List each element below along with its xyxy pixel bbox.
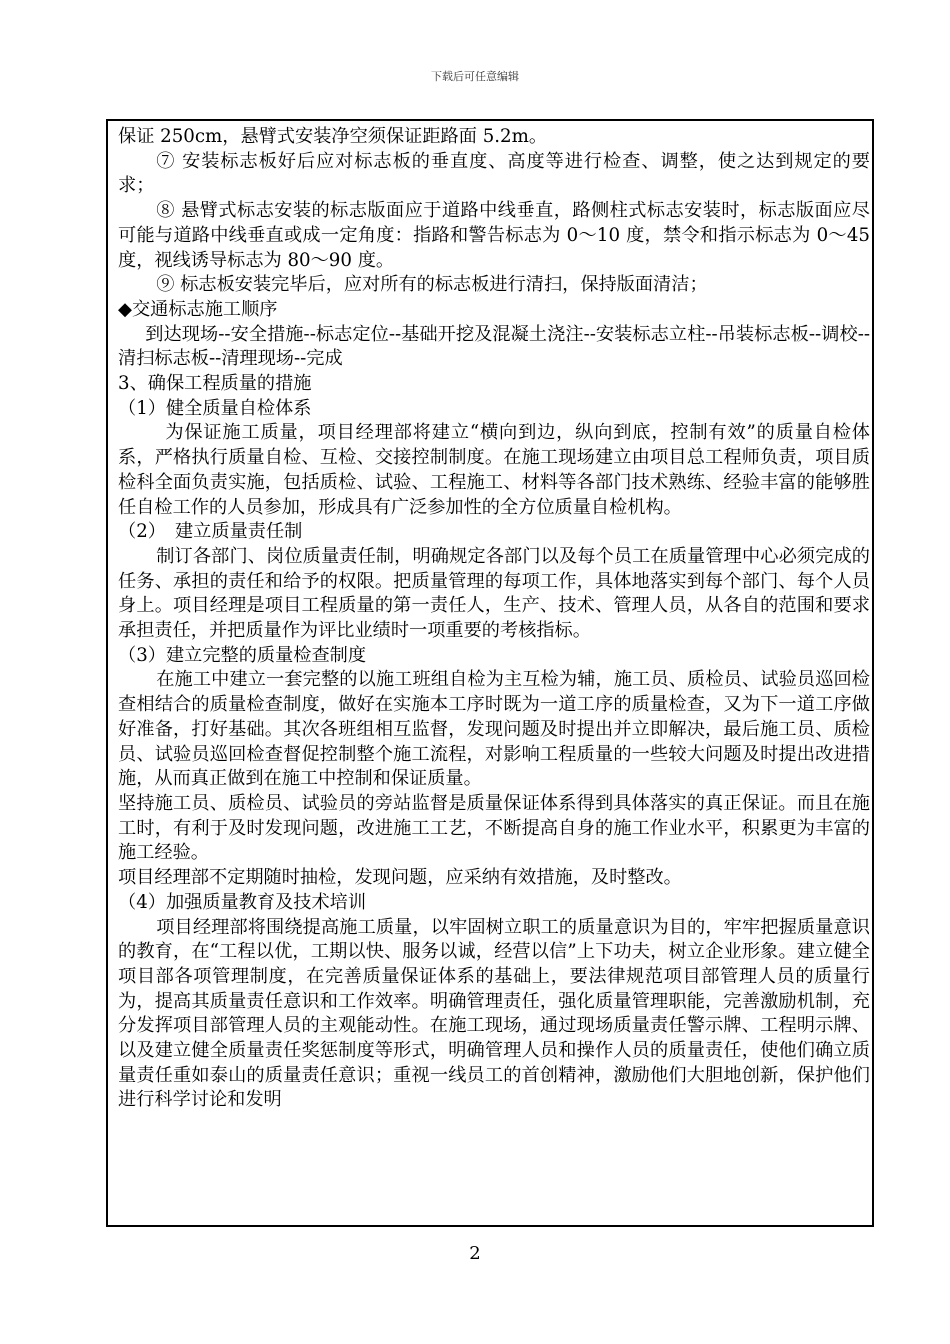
- paragraph: 制订各部门、岗位质量责任制，明确规定各部门以及每个员工在质量管理中心必须完成的任务、承担的责任和给予的权限。把质量管理的每项工作，具体地落实到每个部门、每个人员身上。项目经理是项目工程质量的第一责任人，生产、技术、管理人员，从各自的范围和要求承担责任，并把质量作为评比业绩时一项重要的考核指标。: [118, 545, 870, 642]
- paragraph: 保证 250cm，悬臂式安装净空须保证距路面 5.2m。: [118, 126, 548, 147]
- subsection-heading: （2） 建立质量责任制: [118, 521, 303, 543]
- paragraph: ⑦ 安装标志板好后应对标志板的垂直度、高度等进行检查、调整，使之达到规定的要求；: [118, 150, 870, 197]
- paragraph: 项目经理部将围绕提高施工质量，以牢固树立职工的质量意识为目的，牢牢把握质量意识的教育，在“工程以优，工期以快、服务以诚，经营以信”上下功夫，树立企业形象。建立健全项目部各项管理制度，在完善质量保证体系的基础上，要法律规范项目部管理人员的质量行为，提高其质量责任意识和工作效率。明确管理责任，强化质量管理职能，完善激励机制，充分发挥项目部管理人员的主观能动性。在施工现场，通过现场质量责任警示牌、工程明示牌、以及建立健全质量责任奖惩制度等形式，明确管理人员和操作人员的质量责任，使他们确立质量责任重如泰山的质量责任意识；重视一线员工的首创精神，激励他们大胆地创新，保护他们进行科学讨论和发明: [118, 916, 870, 1111]
- paragraph: 在施工中建立一套完整的以施工班组自检为主互检为辅，施工员、质检员、试验员巡回检查相结合的质量检查制度，做好在实施本工序时既为一道工序的质量检查，又为下一道工序做好准备，打好基础。其次各班组相互监督，发现问题及时提出并立即解决，最后施工员、质检员、试验员巡回检查督促控制整个施工流程，对影响工程质量的一些较大问题及时提出改进措施，从而真正做到在施工中控制和保证质量。: [118, 669, 870, 790]
- document-body: [118, 125, 870, 1113]
- section-heading: 3、确保工程质量的措施: [118, 373, 312, 395]
- content-frame: [106, 119, 874, 1227]
- page-header: 下载后可任意编辑: [431, 70, 519, 83]
- paragraph: 到达现场--安全措施--标志定位--基础开挖及混凝土浇注--安装标志立柱--吊装标志板--调校--清扫标志板--清理现场--完成: [118, 323, 870, 370]
- subsection-heading: （3）建立完整的质量检查制度: [118, 644, 367, 666]
- paragraph: 项目经理部不定期随时抽检，发现问题，应采纳有效措施，及时整改。: [118, 867, 682, 889]
- subsection-heading: （1）健全质量自检体系: [118, 397, 312, 419]
- paragraph: ⑧ 悬臂式标志安装的标志版面应于道路中线垂直，路侧柱式标志安装时，标志版面应尽可能与道路中线垂直或成一定角度：指路和警告标志为 0～10 度，禁令和指示标志为 0～45 度，视线诱导标志为 80～90 度。: [118, 200, 870, 271]
- page-number: 2: [469, 1243, 481, 1264]
- section-heading: ◆交通标志施工顺序: [118, 298, 278, 320]
- paragraph: 坚持施工员、质检员、试验员的旁站监督是质量保证体系得到具体落实的真正保证。而且在施工时，有利于及时发现问题，改进施工工艺，不断提高自身的施工作业水平，积累更为丰富的施工经验。: [118, 792, 870, 864]
- paragraph: 为保证施工质量，项目经理部将建立“横向到边，纵向到底，控制有效”的质量自检体系，严格执行质量自检、互检、交接控制制度。在施工现场建立由项目总工程师负责，项目质检科全面负责实施，包括质检、试验、工程施工、材料等各部门技术熟练、经验丰富的能够胜任自检工作的人员参加，形成具有广泛参加性的全方位质量自检机构。: [118, 422, 870, 518]
- paragraph: ⑨ 标志板安装完毕后，应对所有的标志板进行清扫，保持版面清洁；: [156, 274, 708, 296]
- subsection-heading: （4）加强质量教育及技术培训: [118, 891, 367, 913]
